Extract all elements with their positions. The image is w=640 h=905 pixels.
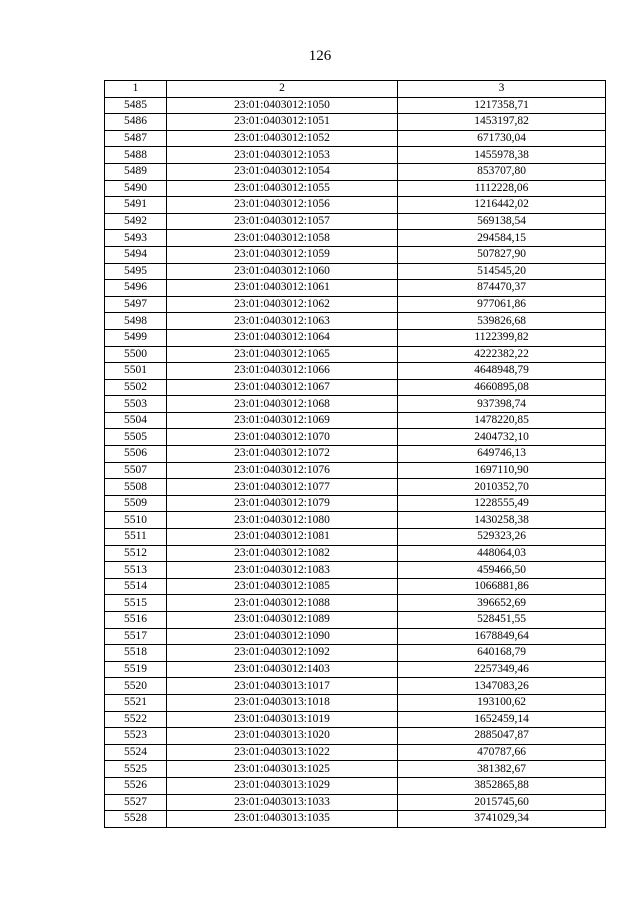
table-row (105, 429, 606, 446)
cadastral-value-cell: 1122399,82 (398, 329, 606, 346)
cadastral-value-cell: 529323,26 (398, 529, 606, 546)
cadastral-value-cell: 1453197,82 (398, 114, 606, 131)
cadastral-value-cell: 671730,04 (398, 130, 606, 147)
cadastral-number-cell: 23:01:0403012:1060 (167, 263, 398, 280)
row-number-cell: 5514 (105, 578, 167, 595)
table-row (105, 197, 606, 214)
row-number-cell: 5508 (105, 479, 167, 496)
table-row (105, 97, 606, 114)
table-row (105, 512, 606, 529)
cadastral-value-cell: 1478220,85 (398, 412, 606, 429)
row-number-cell: 5505 (105, 429, 167, 446)
table-row (105, 147, 606, 164)
row-number-cell: 5511 (105, 529, 167, 546)
cadastral-number-cell: 23:01:0403012:1067 (167, 379, 398, 396)
table-row (105, 777, 606, 794)
table-row (105, 363, 606, 380)
cadastral-value-cell: 294584,15 (398, 230, 606, 247)
cadastral-number-cell: 23:01:0403012:1051 (167, 114, 398, 131)
row-number-cell: 5489 (105, 163, 167, 180)
cadastral-number-cell: 23:01:0403013:1019 (167, 711, 398, 728)
cadastral-number-cell: 23:01:0403012:1062 (167, 296, 398, 313)
cadastral-number-cell: 23:01:0403012:1070 (167, 429, 398, 446)
cadastral-value-cell: 1455978,38 (398, 147, 606, 164)
table-row (105, 645, 606, 662)
table-row (105, 661, 606, 678)
row-number-cell: 5485 (105, 97, 167, 114)
row-number-cell: 5506 (105, 446, 167, 463)
table-row (105, 694, 606, 711)
cadastral-value-cell: 470787,66 (398, 744, 606, 761)
row-number-cell: 5526 (105, 777, 167, 794)
cadastral-value-cell: 507827,90 (398, 246, 606, 263)
cadastral-number-cell: 23:01:0403012:1088 (167, 595, 398, 612)
table-row (105, 479, 606, 496)
cadastral-number-cell: 23:01:0403013:1020 (167, 728, 398, 745)
table-row (105, 711, 606, 728)
cadastral-value-cell: 1112228,06 (398, 180, 606, 197)
row-number-cell: 5498 (105, 313, 167, 330)
table-row (105, 130, 606, 147)
cadastral-number-cell: 23:01:0403012:1063 (167, 313, 398, 330)
row-number-cell: 5491 (105, 197, 167, 214)
row-number-cell: 5518 (105, 645, 167, 662)
cadastral-number-cell: 23:01:0403012:1076 (167, 462, 398, 479)
cadastral-number-cell: 23:01:0403012:1403 (167, 661, 398, 678)
column-header-2: 2 (167, 81, 398, 98)
page-number: 126 (308, 48, 332, 64)
table-header-row (105, 81, 606, 98)
cadastral-value-cell: 396652,69 (398, 595, 606, 612)
table-row (105, 744, 606, 761)
table-row (105, 246, 606, 263)
row-number-cell: 5517 (105, 628, 167, 645)
table-row (105, 811, 606, 828)
cadastral-value-table (104, 80, 606, 828)
cadastral-value-cell: 649746,13 (398, 446, 606, 463)
cadastral-value-cell: 640168,79 (398, 645, 606, 662)
cadastral-number-cell: 23:01:0403013:1018 (167, 694, 398, 711)
row-number-cell: 5490 (105, 180, 167, 197)
row-number-cell: 5488 (105, 147, 167, 164)
row-number-cell: 5493 (105, 230, 167, 247)
cadastral-number-cell: 23:01:0403012:1072 (167, 446, 398, 463)
row-number-cell: 5519 (105, 661, 167, 678)
cadastral-number-cell: 23:01:0403012:1061 (167, 280, 398, 297)
row-number-cell: 5495 (105, 263, 167, 280)
row-number-cell: 5501 (105, 363, 167, 380)
table-row (105, 728, 606, 745)
cadastral-number-cell: 23:01:0403012:1080 (167, 512, 398, 529)
row-number-cell: 5525 (105, 761, 167, 778)
cadastral-value-cell: 874470,37 (398, 280, 606, 297)
row-number-cell: 5524 (105, 744, 167, 761)
table-body (105, 97, 606, 827)
row-number-cell: 5522 (105, 711, 167, 728)
cadastral-value-cell: 4222382,22 (398, 346, 606, 363)
cadastral-value-cell: 4660895,08 (398, 379, 606, 396)
cadastral-number-cell: 23:01:0403012:1057 (167, 213, 398, 230)
row-number-cell: 5510 (105, 512, 167, 529)
row-number-cell: 5528 (105, 811, 167, 828)
row-number-cell: 5512 (105, 545, 167, 562)
table-row (105, 761, 606, 778)
cadastral-value-cell: 1228555,49 (398, 495, 606, 512)
table-row (105, 578, 606, 595)
table-row (105, 263, 606, 280)
row-number-cell: 5504 (105, 412, 167, 429)
cadastral-number-cell: 23:01:0403013:1017 (167, 678, 398, 695)
table-row (105, 462, 606, 479)
cadastral-value-cell: 2885047,87 (398, 728, 606, 745)
cadastral-value-cell: 459466,50 (398, 562, 606, 579)
row-number-cell: 5520 (105, 678, 167, 695)
table-row (105, 628, 606, 645)
row-number-cell: 5497 (105, 296, 167, 313)
cadastral-value-cell: 569138,54 (398, 213, 606, 230)
cadastral-number-cell: 23:01:0403013:1022 (167, 744, 398, 761)
row-number-cell: 5494 (105, 246, 167, 263)
cadastral-number-cell: 23:01:0403012:1054 (167, 163, 398, 180)
cadastral-value-cell: 1217358,71 (398, 97, 606, 114)
cadastral-value-cell: 3741029,34 (398, 811, 606, 828)
column-header-3: 3 (398, 81, 606, 98)
table-row (105, 446, 606, 463)
cadastral-number-cell: 23:01:0403012:1085 (167, 578, 398, 595)
table-row (105, 529, 606, 546)
row-number-cell: 5521 (105, 694, 167, 711)
table-row (105, 114, 606, 131)
cadastral-number-cell: 23:01:0403012:1081 (167, 529, 398, 546)
table-row (105, 562, 606, 579)
cadastral-value-cell: 1216442,02 (398, 197, 606, 214)
cadastral-number-cell: 23:01:0403013:1033 (167, 794, 398, 811)
table-row (105, 794, 606, 811)
cadastral-number-cell: 23:01:0403012:1065 (167, 346, 398, 363)
cadastral-value-cell: 1347083,26 (398, 678, 606, 695)
table-row (105, 346, 606, 363)
cadastral-number-cell: 23:01:0403012:1089 (167, 612, 398, 629)
row-number-cell: 5492 (105, 213, 167, 230)
cadastral-value-cell: 381382,67 (398, 761, 606, 778)
row-number-cell: 5500 (105, 346, 167, 363)
cadastral-number-cell: 23:01:0403013:1029 (167, 777, 398, 794)
cadastral-number-cell: 23:01:0403012:1059 (167, 246, 398, 263)
row-number-cell: 5507 (105, 462, 167, 479)
row-number-cell: 5499 (105, 329, 167, 346)
table-row (105, 595, 606, 612)
table-row (105, 213, 606, 230)
cadastral-number-cell: 23:01:0403012:1056 (167, 197, 398, 214)
cadastral-number-cell: 23:01:0403012:1079 (167, 495, 398, 512)
cadastral-number-cell: 23:01:0403012:1055 (167, 180, 398, 197)
column-header-1: 1 (105, 81, 167, 98)
cadastral-value-cell: 3852865,88 (398, 777, 606, 794)
cadastral-value-cell: 937398,74 (398, 396, 606, 413)
cadastral-number-cell: 23:01:0403012:1082 (167, 545, 398, 562)
cadastral-number-cell: 23:01:0403012:1064 (167, 329, 398, 346)
table-row (105, 280, 606, 297)
cadastral-value-cell: 853707,80 (398, 163, 606, 180)
cadastral-number-cell: 23:01:0403012:1068 (167, 396, 398, 413)
table-row (105, 495, 606, 512)
cadastral-number-cell: 23:01:0403013:1025 (167, 761, 398, 778)
table-row (105, 612, 606, 629)
cadastral-value-cell: 2010352,70 (398, 479, 606, 496)
table-row (105, 379, 606, 396)
row-number-cell: 5516 (105, 612, 167, 629)
cadastral-value-cell: 528451,55 (398, 612, 606, 629)
cadastral-value-cell: 1066881,86 (398, 578, 606, 595)
cadastral-value-cell: 1430258,38 (398, 512, 606, 529)
row-number-cell: 5487 (105, 130, 167, 147)
cadastral-value-cell: 977061,86 (398, 296, 606, 313)
cadastral-value-cell: 514545,20 (398, 263, 606, 280)
cadastral-value-cell: 1678849,64 (398, 628, 606, 645)
table-row (105, 296, 606, 313)
cadastral-number-cell: 23:01:0403012:1069 (167, 412, 398, 429)
cadastral-number-cell: 23:01:0403012:1066 (167, 363, 398, 380)
row-number-cell: 5502 (105, 379, 167, 396)
table-row (105, 412, 606, 429)
cadastral-number-cell: 23:01:0403012:1052 (167, 130, 398, 147)
cadastral-value-cell: 2257349,46 (398, 661, 606, 678)
row-number-cell: 5513 (105, 562, 167, 579)
cadastral-number-cell: 23:01:0403012:1050 (167, 97, 398, 114)
cadastral-number-cell: 23:01:0403012:1053 (167, 147, 398, 164)
row-number-cell: 5496 (105, 280, 167, 297)
row-number-cell: 5523 (105, 728, 167, 745)
row-number-cell: 5515 (105, 595, 167, 612)
table-row (105, 678, 606, 695)
cadastral-value-cell: 4648948,79 (398, 363, 606, 380)
cadastral-value-cell: 1697110,90 (398, 462, 606, 479)
table-row (105, 163, 606, 180)
table-row (105, 313, 606, 330)
cadastral-number-cell: 23:01:0403012:1092 (167, 645, 398, 662)
cadastral-number-cell: 23:01:0403012:1083 (167, 562, 398, 579)
cadastral-number-cell: 23:01:0403013:1035 (167, 811, 398, 828)
table-row (105, 329, 606, 346)
table-row (105, 230, 606, 247)
row-number-cell: 5509 (105, 495, 167, 512)
row-number-cell: 5486 (105, 114, 167, 131)
cadastral-value-cell: 539826,68 (398, 313, 606, 330)
cadastral-value-cell: 2404732,10 (398, 429, 606, 446)
cadastral-value-cell: 2015745,60 (398, 794, 606, 811)
cadastral-number-cell: 23:01:0403012:1090 (167, 628, 398, 645)
row-number-cell: 5503 (105, 396, 167, 413)
cadastral-number-cell: 23:01:0403012:1077 (167, 479, 398, 496)
table-row (105, 180, 606, 197)
row-number-cell: 5527 (105, 794, 167, 811)
cadastral-value-cell: 448064,03 (398, 545, 606, 562)
table-row (105, 396, 606, 413)
table-row (105, 545, 606, 562)
cadastral-number-cell: 23:01:0403012:1058 (167, 230, 398, 247)
cadastral-value-cell: 1652459,14 (398, 711, 606, 728)
cadastral-value-cell: 193100,62 (398, 694, 606, 711)
